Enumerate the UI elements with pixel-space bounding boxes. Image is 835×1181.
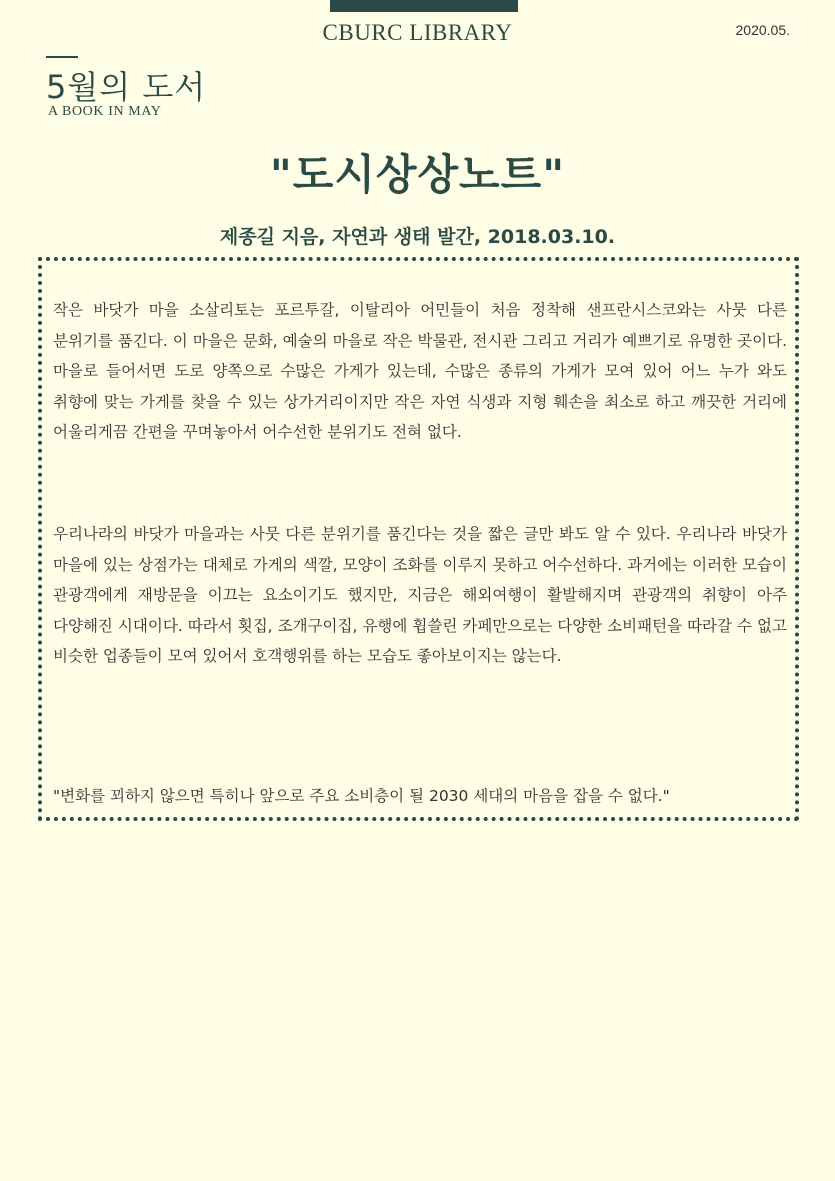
section-accent-line — [46, 56, 78, 58]
review-paragraph: 우리나라의 바닷가 마을과는 사뭇 다른 분위기를 품긴다는 것을 짧은 글만 봐도 알 수 있다. 우리나라 바닷가 마을에 있는 상점가는 대체로 가게의 색깔, 모양이 조화를 이루지 못하고 어수선하다. 과거에는 이러한 모습이 관광객에게 재방문을 이끄는 요소이기도 했지만, 지금은 해외여행이 활발해지며 관광객의 취향이 아주 다양해진 시대이다. 따라서 횟집, 조개구이집, 유행에 휩쓸린 카페만으로는 다양한 소비패턴을 따라갈 수 없고 비슷한 업종들이 모여 있어서 호객행위를 하는 모습도 좋아보이지는 않는다. — [53, 525, 787, 665]
review-content-box — [38, 257, 799, 821]
book-info: 제종길 지음, 자연과 생태 발간, 2018.03.10. — [219, 226, 616, 248]
section-subtitle: A BOOK IN MAY — [48, 104, 162, 119]
review-quote: "변화를 꾀하지 않으면 특히나 앞으로 주요 소비층이 될 2030 세대의 마음을 잡을 수 없다." — [53, 787, 670, 805]
issue-date: 2020.05. — [735, 22, 790, 38]
header-accent-bar — [330, 0, 518, 12]
review-paragraph: 작은 바닷가 마을 소살리토는 포르투갈, 이탈리아 어민들이 처음 정착해 샌프란시스코와는 사뭇 다른 분위기를 품긴다. 이 마을은 문화, 예술의 마을로 작은 박물관, 전시관 그리고 거리가 예쁘기로 유명한 곳이다. 마을로 들어서면 도로 양쪽으로 수많은 가게가 있는데, 수많은 종류의 가게가 모여 있어 어느 누가 와도 취향에 맞는 가게를 찾을 수 있는 상가거리이지만 작은 자연 식생과 지형 훼손을 최소로 하고 깨끗한 거리에 어울리게끔 간편을 꾸며놓아서 어수선한 분위기도 전혀 없다. — [53, 301, 787, 441]
book-title: "도시상상노트" — [269, 150, 566, 199]
section-title: 5월의 도서 — [46, 68, 207, 106]
library-name: CBURC LIBRARY — [322, 20, 513, 45]
